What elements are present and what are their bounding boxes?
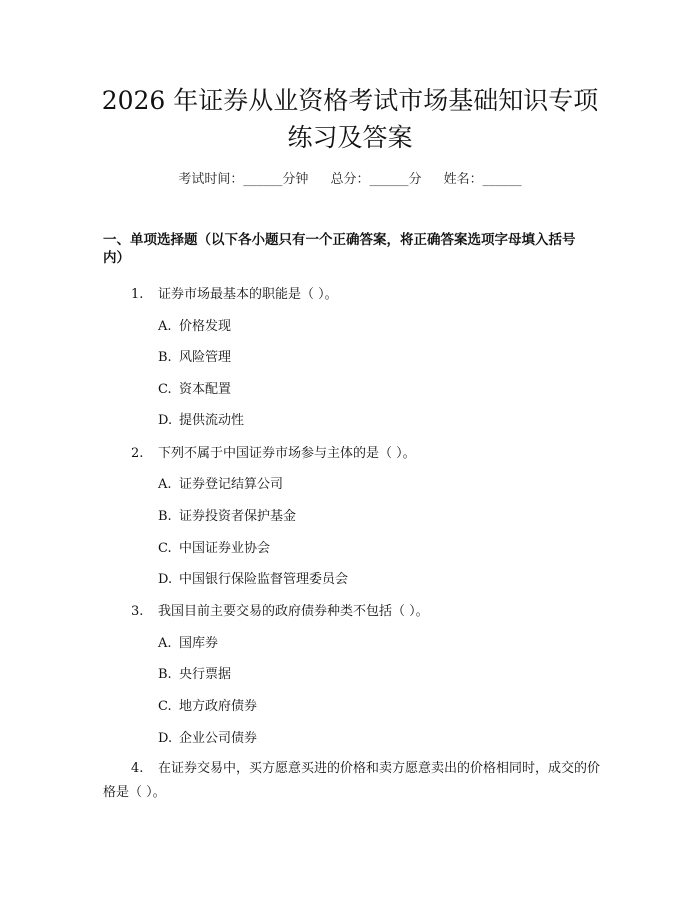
section-heading-line1: 一、单项选择题（以下各小题只有一个正确答案，将正确答案选项字母填入括号 — [103, 232, 576, 248]
exam-meta — [0, 168, 700, 187]
option-letter: C. — [158, 699, 172, 714]
page-title-line2: 练习及答案 — [287, 123, 413, 152]
question-text: 我国目前主要交易的政府债券种类不包括（ ）。 — [158, 604, 429, 619]
name-field: 姓名：______ — [443, 172, 522, 187]
question-1 — [131, 283, 338, 302]
option-letter: D. — [158, 731, 173, 746]
total-score-field: 总分：______分 — [330, 172, 422, 187]
question-2-option-b — [158, 505, 296, 524]
option-letter: C. — [158, 382, 172, 397]
option-text: 价格发现 — [179, 319, 232, 334]
option-letter: D. — [158, 572, 173, 587]
option-letter: B. — [158, 350, 172, 365]
option-text: 中国银行保险监督管理委员会 — [179, 572, 349, 587]
question-number: 2. — [131, 446, 144, 461]
question-2-option-a — [158, 473, 283, 492]
question-1-option-c — [158, 378, 231, 397]
question-3-option-a — [158, 632, 218, 651]
exam-time-field: 考试时间：______分钟 — [178, 172, 309, 187]
question-number: 1. — [131, 287, 144, 302]
option-letter: A. — [158, 477, 172, 492]
option-letter: A. — [158, 319, 172, 334]
question-2-option-c — [158, 537, 270, 556]
option-text: 央行票据 — [179, 667, 232, 682]
question-2-option-d — [158, 568, 348, 587]
option-letter: B. — [158, 509, 172, 524]
question-text: 在证券交易中，买方愿意买进的价格和卖方愿意卖出的价格相同时，成交的价格是（ ）。 — [103, 761, 601, 800]
option-letter: D. — [158, 413, 173, 428]
option-text: 企业公司债券 — [179, 731, 258, 746]
option-text: 地方政府债券 — [179, 699, 258, 714]
option-letter: A. — [158, 636, 172, 651]
question-1-option-a — [158, 315, 231, 334]
option-letter: C. — [158, 541, 172, 556]
option-text: 风险管理 — [179, 350, 232, 365]
question-text: 下列不属于中国证券市场参与主体的是（ ）。 — [158, 446, 416, 461]
question-2 — [131, 442, 416, 461]
option-text: 提供流动性 — [179, 413, 245, 428]
question-3-option-b — [158, 663, 231, 682]
question-3 — [131, 600, 429, 619]
question-1-option-d — [158, 409, 244, 428]
question-3-option-c — [158, 695, 257, 714]
question-number: 4. — [131, 761, 144, 776]
option-text: 国库券 — [179, 636, 219, 651]
option-text: 证券投资者保护基金 — [179, 509, 297, 524]
option-letter: B. — [158, 667, 172, 682]
question-1-option-b — [158, 346, 231, 365]
page-title-line1: 2026 年证券从业资格考试市场基础知识专项 — [101, 86, 599, 115]
option-text: 资本配置 — [179, 382, 232, 397]
question-text: 证券市场最基本的职能是（ ）。 — [158, 287, 338, 302]
question-4 — [103, 757, 603, 805]
section-heading-line2: 内） — [103, 250, 130, 266]
option-text: 证券登记结算公司 — [179, 477, 284, 492]
question-3-option-d — [158, 727, 257, 746]
option-text: 中国证券业协会 — [179, 541, 271, 556]
question-number: 3. — [131, 604, 144, 619]
section-heading — [103, 231, 603, 267]
